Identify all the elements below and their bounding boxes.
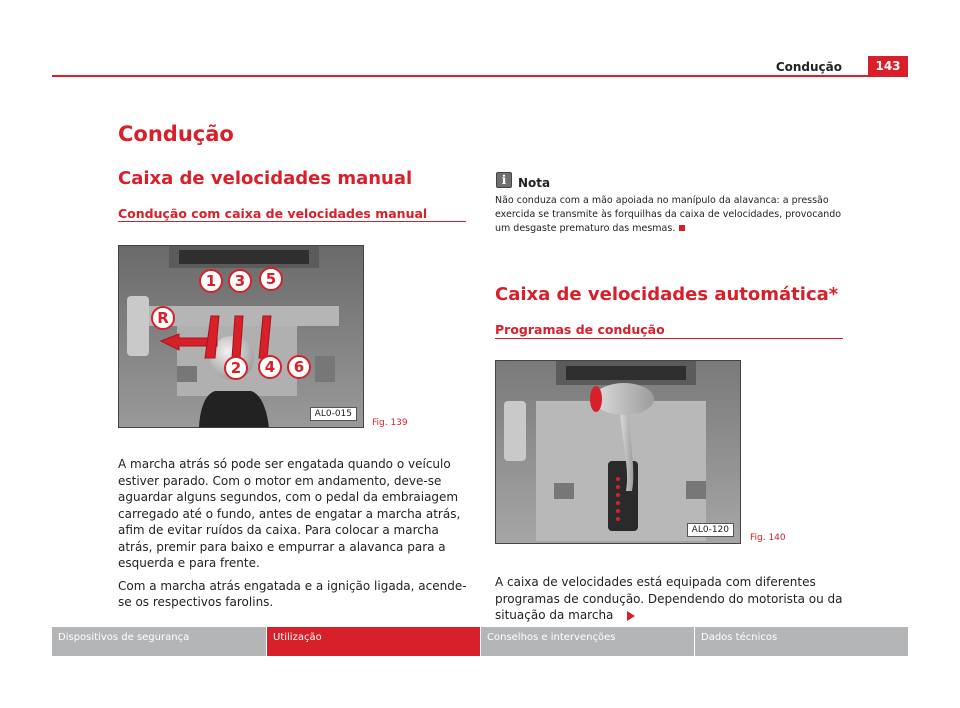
svg-text:1: 1 — [205, 272, 217, 290]
figure-caption: Fig. 139 — [372, 418, 408, 428]
figure-caption: Fig. 140 — [750, 533, 786, 543]
running-header: Condução — [775, 60, 842, 74]
driving-programs-subheading: Programas de condução — [495, 322, 665, 337]
figure-code: AL0-015 — [310, 407, 357, 421]
paragraph: A marcha atrás só pode ser engatada quando o veículo estiver parado. Com o motor em andamento, deve-se aguardar alguns segundos, com o pedal da embraiagem carregado até o fundo, antes de engatar a marcha atrás, afim de evitar ruídos da caixa. Para colocar a marcha atrás, premir para baixo e empurrar a alavanca para a esquerda e para frente. — [118, 457, 461, 570]
automatic-gearshift-illustration — [496, 361, 741, 544]
automatic-gearshift-figure — [495, 360, 741, 544]
paragraph: Com a marcha atrás engatada e a ignição ligada, acende-se os respectivos farolins. — [118, 578, 467, 609]
footer-tab-technical-data[interactable]: Dados técnicos — [695, 627, 908, 656]
svg-text:R: R — [157, 309, 169, 327]
svg-text:6: 6 — [293, 358, 305, 376]
continue-arrow-icon — [627, 611, 635, 621]
header-rule — [52, 75, 908, 77]
note-text-content: Não conduza com a mão apoiada no manípulo da alavanca: a pressão exercida se transmite às forquilhas da caixa de velocidades, provocando um desgaste prematuro das mesmas. — [495, 195, 842, 234]
manual-gearshift-figure — [118, 245, 364, 428]
svg-text:2: 2 — [230, 359, 242, 377]
manual-gearshift-illustration — [119, 246, 364, 428]
svg-text:4: 4 — [264, 358, 276, 376]
note-text — [495, 194, 845, 236]
info-icon: i — [496, 172, 512, 188]
automatic-gearbox-heading: Caixa de velocidades automática* — [495, 284, 839, 305]
manual-gearbox-heading: Caixa de velocidades manual — [118, 168, 413, 189]
paragraph: A caixa de velocidades está equipada com diferentes programas de condução. Dependendo do motorista ou da situação da marcha — [495, 575, 843, 622]
subheading-rule — [495, 338, 843, 339]
page-title: Condução — [118, 122, 234, 146]
footer-tab-operation[interactable]: Utilização — [267, 627, 480, 656]
svg-text:5: 5 — [265, 270, 277, 288]
page-number: 143 — [868, 56, 908, 77]
note-title: Nota — [518, 176, 551, 190]
figure-code: AL0-120 — [687, 523, 734, 537]
end-of-section-mark — [679, 225, 685, 231]
subheading-rule — [118, 221, 466, 222]
footer-tab-advice[interactable]: Conselhos e intervenções — [481, 627, 694, 656]
automatic-body-text — [495, 574, 860, 624]
footer-tab-safety[interactable]: Dispositivos de segurança — [52, 627, 266, 656]
manual-driving-subheading: Condução com caixa de velocidades manual — [118, 206, 428, 221]
manual-body-text — [118, 456, 468, 617]
svg-text:3: 3 — [234, 272, 246, 290]
